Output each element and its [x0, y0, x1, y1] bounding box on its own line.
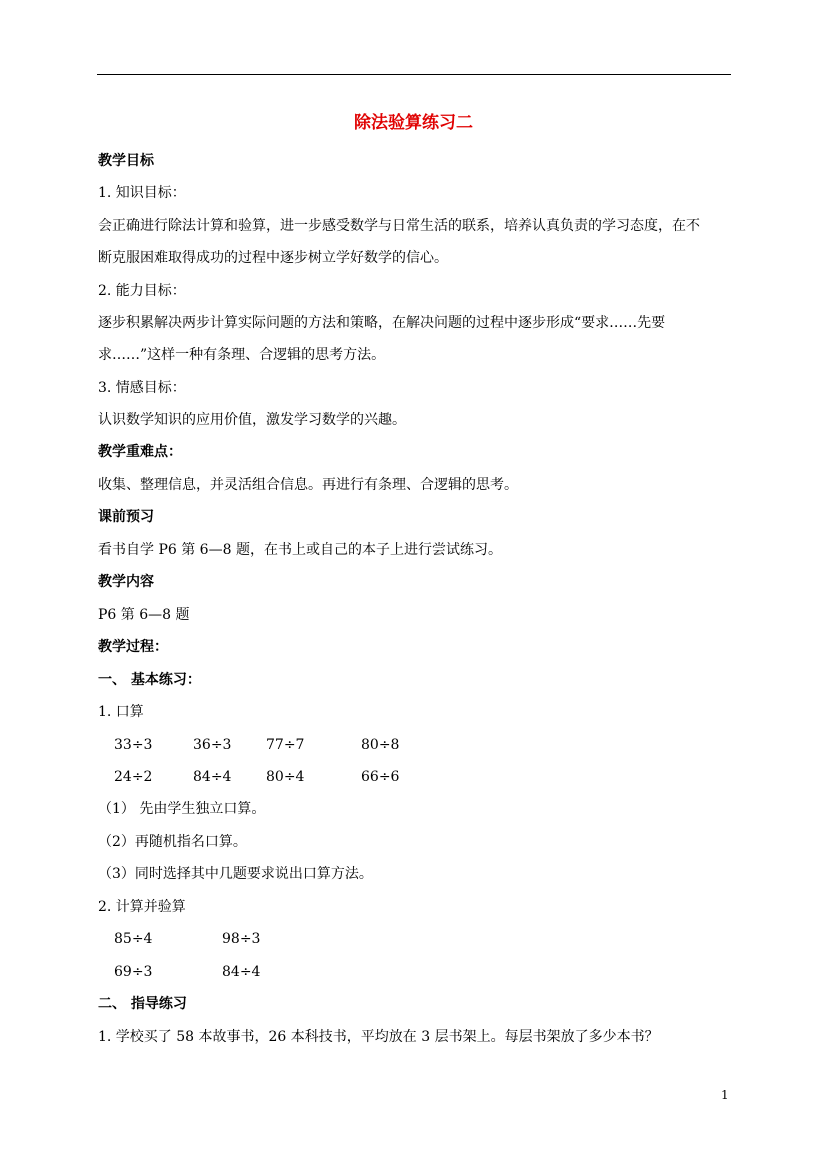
page-number: 1 — [721, 1088, 729, 1102]
goal1-text-line1: 会正确进行除法计算和验算，进一步感受数学与日常生活的联系，培养认真负责的学习态度，在不 — [98, 218, 700, 234]
check-item: 69÷3 — [114, 964, 153, 980]
oral-item: 80÷8 — [361, 737, 400, 753]
oral-item: 33÷3 — [114, 737, 153, 753]
process-heading: 教学过程： — [98, 639, 168, 655]
goal2-label: 2. 能力目标： — [98, 283, 186, 299]
difficulty-heading: 教学重难点： — [98, 444, 182, 460]
goal1-text-line2: 断克服困难取得成功的过程中逐步树立学好数学的信心。 — [98, 250, 448, 266]
goal2-text-line1: 逐步积累解决两步计算实际问题的方法和策略，在解决问题的过程中逐步形成“要求……先要 — [98, 315, 666, 331]
check-item: 84÷4 — [222, 964, 261, 980]
check-item: 98÷3 — [222, 931, 261, 947]
oral-item: 80÷4 — [266, 769, 305, 785]
step-3: （3）同时选择其中几题要求说出口算方法。 — [98, 866, 373, 882]
header-rule — [97, 74, 731, 75]
part1-heading: 一、 基本练习： — [98, 672, 201, 688]
difficulty-text: 收集、整理信息，并灵活组合信息。再进行有条理、合逻辑的思考。 — [98, 477, 518, 493]
goal1-label: 1. 知识目标： — [98, 185, 186, 201]
oral-label: 1. 口算 — [98, 704, 144, 720]
goals-heading: 教学目标 — [98, 153, 154, 169]
problem-1: 1. 学校买了 58 本故事书，26 本科技书，平均放在 3 层书架上。每层书架放了多少本书？ — [98, 1029, 659, 1045]
oral-item: 24÷2 — [114, 769, 153, 785]
step-1: （1） 先由学生独立口算。 — [98, 801, 266, 817]
oral-item: 36÷3 — [193, 737, 232, 753]
content-heading: 教学内容 — [98, 574, 154, 590]
step-2: （2）再随机指名口算。 — [98, 834, 247, 850]
oral-item: 84÷4 — [193, 769, 232, 785]
oral-item: 66÷6 — [361, 769, 400, 785]
oral-item: 77÷7 — [266, 737, 305, 753]
preview-text: 看书自学 P6 第 6—8 题，在书上或自己的本子上进行尝试练习。 — [98, 542, 502, 558]
page-title: 除法验算练习二 — [354, 113, 473, 133]
goal3-text: 认识数学知识的应用价值，激发学习数学的兴趣。 — [98, 412, 406, 428]
goal2-text-line2: 求……”这样一种有条理、合逻辑的思考方法。 — [98, 347, 386, 363]
goal3-label: 3. 情感目标： — [98, 380, 186, 396]
check-label: 2. 计算并验算 — [98, 899, 186, 915]
part2-heading: 二、 指导练习 — [98, 996, 187, 1012]
check-item: 85÷4 — [114, 931, 153, 947]
preview-heading: 课前预习 — [98, 509, 154, 525]
content-text: P6 第 6—8 题 — [98, 607, 190, 623]
